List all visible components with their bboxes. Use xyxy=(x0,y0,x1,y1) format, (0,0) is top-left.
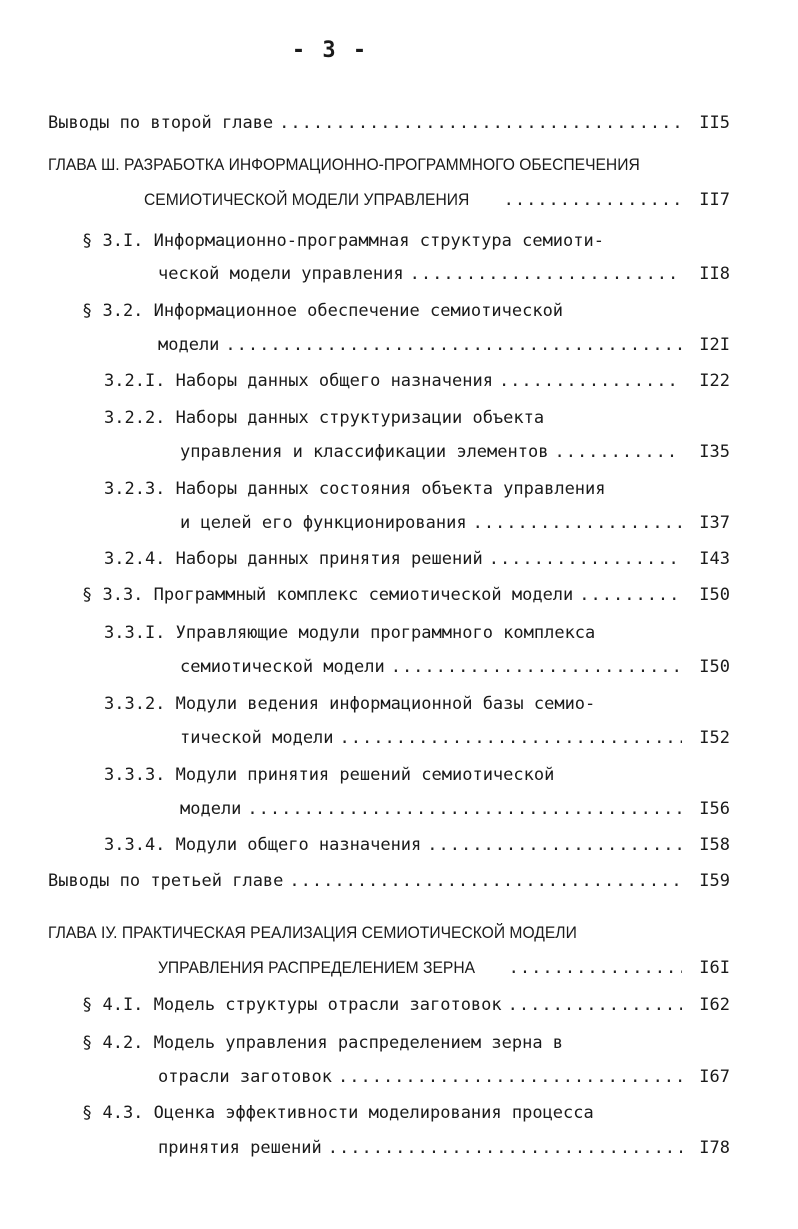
dot-leader xyxy=(473,510,682,536)
toc-entry-title: 3.2.4. Наборы данных принятия решений xyxy=(104,549,483,569)
toc-entry-title: СЕМИОТИЧЕСКОЙ МОДЕЛИ УПРАВЛЕНИЯ xyxy=(144,190,470,209)
page-number: - 3 - xyxy=(291,38,369,63)
toc-entry-title: 3.2.I. Наборы данных общего назначения xyxy=(104,371,493,391)
toc-page-number: I67 xyxy=(699,1067,730,1087)
toc-section-title: 3.3.3. Модули принятия решений семиотической xyxy=(104,765,555,785)
chapter-heading-title: ГЛАВА Ш. РАЗРАБОТКА ИНФОРМАЦИОННО-ПРОГРАММНОГО ОБЕСПЕЧЕНИЯ xyxy=(48,155,640,174)
toc-section-title: § 3.2. Информационное обеспечение семиотической xyxy=(82,301,564,321)
toc-page-number: I50 xyxy=(699,585,730,605)
toc-entry xyxy=(158,332,730,358)
chapter-heading-title: ГЛАВА IУ. ПРАКТИЧЕСКАЯ РЕАЛИЗАЦИЯ СЕМИОТИЧЕСКОЙ МОДЕЛИ xyxy=(48,923,577,942)
toc-entry-title: § 4.I. Модель структуры отрасли заготовок xyxy=(82,995,502,1015)
dot-leader xyxy=(410,261,682,287)
toc-section-title: 3.2.2. Наборы данных структуризации объекта xyxy=(104,408,545,428)
toc-section-title: § 4.2. Модель управления распределением зерна в xyxy=(82,1033,564,1053)
dot-leader xyxy=(289,868,682,894)
toc-section-title: 3.2.3. Наборы данных состояния объекта управления xyxy=(104,479,606,499)
dot-leader xyxy=(509,955,682,981)
toc-page-number: I37 xyxy=(699,513,730,533)
toc-section-title: 3.3.2. Модули ведения информационной базы семио- xyxy=(104,694,596,714)
toc-page-number: I22 xyxy=(699,371,730,391)
toc-entry xyxy=(180,510,730,536)
toc-entry xyxy=(158,1064,730,1090)
dot-leader xyxy=(579,582,682,608)
dot-leader xyxy=(504,187,682,213)
toc-entry xyxy=(180,725,730,751)
toc-entry-title: Выводы по третьей главе xyxy=(48,871,284,891)
toc-entry xyxy=(158,1135,730,1161)
toc-page-number: I35 xyxy=(699,442,730,462)
toc-entry-title: принятия решений xyxy=(158,1138,322,1158)
dot-leader xyxy=(279,110,682,136)
toc-entry xyxy=(48,868,730,894)
toc-entry xyxy=(180,439,730,465)
toc-entry-title: модели xyxy=(180,799,242,819)
toc-entry xyxy=(144,187,730,213)
toc-section-title: § 3.I. Информационно-программная структура семиоти- xyxy=(82,231,604,251)
chapter-heading xyxy=(48,152,691,178)
toc-entry-title: 3.3.4. Модули общего назначения xyxy=(104,835,422,855)
toc-section-title: § 4.3. Оценка эффективности моделирования процесса xyxy=(82,1103,594,1123)
toc-entry xyxy=(104,832,730,858)
dot-leader xyxy=(489,546,682,572)
toc-entry-title: УПРАВЛЕНИЯ РАСПРЕДЕЛЕНИЕМ ЗЕРНА xyxy=(158,958,476,977)
dot-leader xyxy=(427,832,682,858)
toc-entry xyxy=(82,992,730,1018)
toc-entry-title: и целей его функционирования xyxy=(180,513,467,533)
toc-page-number: I59 xyxy=(699,871,730,891)
dot-leader xyxy=(391,654,682,680)
dot-leader xyxy=(508,992,682,1018)
toc-page-number: II8 xyxy=(699,264,730,284)
dot-leader xyxy=(554,439,682,465)
toc-page-number: I78 xyxy=(699,1138,730,1158)
toc-page-number: I43 xyxy=(699,549,730,569)
toc-entry xyxy=(180,654,730,680)
toc-page-number: I2I xyxy=(699,335,730,355)
toc-entry xyxy=(48,110,730,136)
toc-page-number: I58 xyxy=(699,835,730,855)
toc-page-number: I62 xyxy=(699,995,730,1015)
toc-entry xyxy=(158,261,730,287)
toc-page-number: II5 xyxy=(699,113,730,133)
toc-entry-title: отрасли заготовок xyxy=(158,1067,332,1087)
dot-leader xyxy=(247,796,682,822)
toc-entry xyxy=(104,546,730,572)
dot-leader xyxy=(328,1135,682,1161)
toc-page-number: I50 xyxy=(699,657,730,677)
toc-page-number: I56 xyxy=(699,799,730,819)
toc-entry xyxy=(180,796,730,822)
toc-entry-title: модели xyxy=(158,335,220,355)
toc-entry-title: тической модели xyxy=(180,728,334,748)
dot-leader xyxy=(340,725,682,751)
chapter-heading xyxy=(48,920,623,946)
dot-leader xyxy=(225,332,682,358)
toc-page-number: I6I xyxy=(699,958,730,978)
toc-page-number: II7 xyxy=(699,190,730,210)
toc-entry xyxy=(82,582,730,608)
toc-entry xyxy=(158,955,730,981)
toc-entry-title: ческой модели управления xyxy=(158,264,404,284)
toc-entry-title: управления и классификации элементов xyxy=(180,442,549,462)
dot-leader xyxy=(499,368,682,394)
dot-leader xyxy=(338,1064,682,1090)
toc-entry-title: Выводы по второй главе xyxy=(48,113,274,133)
toc-entry-title: семиотической модели xyxy=(180,657,385,677)
toc-page-number: I52 xyxy=(699,728,730,748)
toc-section-title: 3.3.I. Управляющие модули программного комплекса xyxy=(104,623,596,643)
toc-entry-title: § 3.3. Программный комплекс семиотической модели xyxy=(82,585,574,605)
toc-entry xyxy=(104,368,730,394)
